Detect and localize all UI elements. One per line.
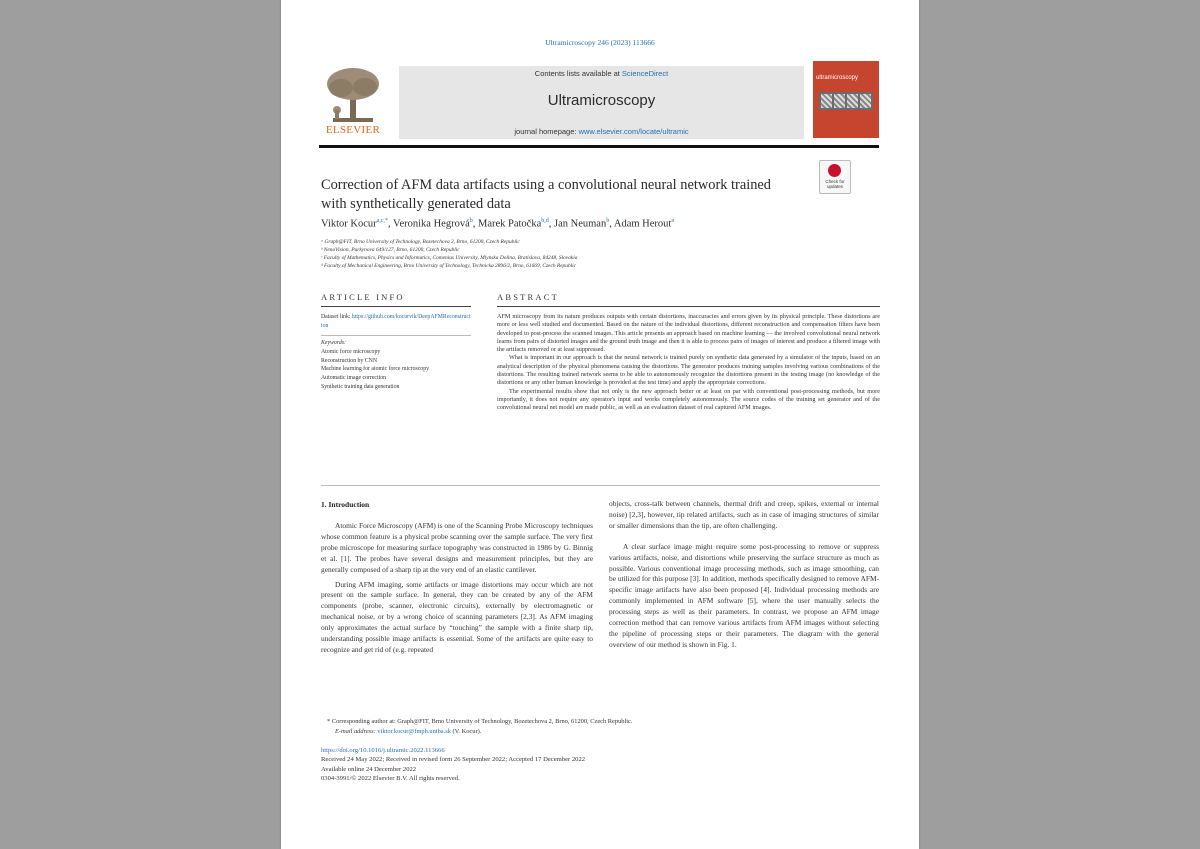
affiliation-a: ᵃ Graph@FIT, Brno University of Technology, Bozetechova 2, Brno, 61200, Czech Republic (321, 239, 520, 245)
publication-info (321, 746, 881, 784)
author-name: Adam Herout (613, 218, 672, 230)
affiliation-b: ᵇ NenoVision, Purkynova 649/127, Brno, 61200, Czech Republic (321, 247, 460, 253)
abstract-paragraph: What is important in our approach is that the neural network is trained purely on synthetic data generated by a simulator of the inputs, based on an analytical description of the physical phenomena causing the distortions. The generator produces training samples involving various combinations of the distortions. The resulting trained network seems to be able to autonomously recognize the distortions present in the testing image (no knowledge of the distortions or any other human knowledge is provided at the test time) and apply the appropriate corrections. (497, 354, 880, 387)
keywords-block (321, 339, 471, 392)
author-affiliation-marker[interactable]: b (606, 218, 610, 224)
abstract-bottom-rule (321, 485, 880, 486)
sciencedirect-link[interactable]: ScienceDirect (621, 69, 669, 78)
author-separator: , (472, 218, 478, 230)
pdf-page (281, 0, 919, 849)
article-title: Correction of AFM data artifacts using a convolutional neural network trained with synthetically generated data (321, 177, 771, 212)
contents-prefix: Contents lists available at (534, 69, 620, 78)
author-affiliation-marker[interactable]: b (469, 218, 473, 224)
author-affiliation-marker[interactable]: a,c,* (376, 218, 388, 224)
introduction-heading: 1. Introduction (321, 500, 370, 509)
intro-left-column (321, 521, 593, 660)
elsevier-wordmark: ELSEVIER (325, 124, 381, 136)
received-dates: Received 24 May 2022; Received in revised form 26 September 2022; Accepted 17 December 2022 (321, 756, 586, 764)
keyword-item: Atomic force microscopy (321, 348, 381, 355)
keyword-item: Machine learning for atomic force microscopy (321, 366, 430, 373)
cover-title: ultramicroscopy (816, 75, 859, 81)
author-name: Jan Neuman (554, 218, 607, 230)
journal-name: Ultramicroscopy (547, 92, 656, 109)
journal-reference[interactable]: Ultramicroscopy 246 (2023) 113666 (545, 38, 655, 47)
author-separator: , (609, 218, 614, 230)
abstract-rule (497, 306, 880, 307)
author-affiliation-marker[interactable]: b,d (541, 218, 549, 224)
abstract-body (497, 313, 880, 413)
header-divider (319, 145, 879, 148)
keyword-item: Synthetic training data generation (321, 383, 400, 390)
check-updates-label: Check for updates (825, 179, 845, 189)
corresponding-author-footnote (321, 717, 881, 737)
dataset-label: Dataset link: (321, 314, 351, 320)
info-separator (321, 335, 471, 336)
article-info-rule (321, 306, 471, 307)
author-name: Viktor Kocur (321, 218, 377, 230)
affiliation-c: ᶜ Faculty of Mathematics, Physics and Informatics, Comenius University, Mlynska Dolina, Bratislava, 84248, Slovakia (321, 255, 578, 261)
intro-paragraph: A clear surface image might require some post-processing to remove or suppress various artifacts, noise, and distortions while preserving the surface structure as much as possible. Various conventional image processing methods, such as image smoothing, can be utilized for this purpose [3]. In addition, methods specifically designed to remove AFM-specific image artifacts have also been proposed [4]. Individual processing methods are commonly implemented in AFM software [5], where the user manually selects the processing steps as well as their parameters. In contrast, we propose an AFM image correction method that can remove various artifacts from AFM images without selecting the pipeline of processing steps or their parameters. The diagram with the general overview of our method is shown in Fig. 1. (609, 541, 879, 649)
dataset-url[interactable]: https://github.com/kocurvik/DeepAFMReconstruction (321, 314, 471, 329)
author-separator: , (548, 218, 555, 230)
journal-cover-image[interactable] (813, 61, 879, 138)
abstract-paragraph: The experimental results show that not only is the new approach better or at least on par with conventional post-processing methods, but more importantly, it does not require any operator's input and works completely autonomously. The source codes of the training set generator and of the convolutional neural net model are made public, as well as an evaluation dataset of real captured AFM images. (497, 387, 880, 412)
author-name: Veronika Hegrová (393, 218, 470, 230)
abstract-paragraph: AFM microscopy from its nature produces outputs with certain distortions, inaccuracies and errors given by its physical principle. These distortions are more or less well studied and documented. Based on the nature of the individual distortions, different reconstruction and compensation filters have been developed to post-process the scanned images. This article presents an approach based on machine learning — the involved convolutional neural network learns from pairs of distorted images and the ground truth image and then it is able to process pairs of images of interest and produce a filtered image with the artifacts removed or at least suppressed. (497, 313, 880, 354)
affiliation-d: ᵈ Faculty of Mechanical Engineering, Brno University of Technology, Technicka 2896/2, Brno, 61669, Czech Republic (321, 263, 577, 269)
abstract-heading: ABSTRACT (497, 292, 559, 302)
keyword-item: Automatic image correction (321, 375, 387, 382)
intro-paragraph: Atomic Force Microscopy (AFM) is one of the Scanning Probe Microscopy techniques whose common feature is a physical probe scanning over the sample surface. The very first probe microscope for measuring surface topography was constructed in 1986 by G. Binnig et al. [1]. The probes have several designs and measurement principles, but they are generally composed of a sharp tip at the very end of an elastic cantilever. (321, 521, 594, 574)
copyright: 0304-3991/© 2022 Elsevier B.V. All rights reserved. (321, 775, 460, 783)
doi-link[interactable]: https://doi.org/10.1016/j.ultramic.2022.113666 (321, 747, 445, 754)
homepage-line (399, 127, 804, 136)
email-label: E-mail address: (335, 728, 376, 735)
dataset-link-block (321, 313, 471, 331)
author-name: Marek Patočka (477, 218, 542, 230)
homepage-link[interactable]: www.elsevier.com/locate/ultramic (578, 127, 689, 136)
check-updates-icon (828, 164, 841, 177)
author-email-link[interactable]: viktor.kocur@fmph.uniba.sk (377, 728, 451, 735)
intro-right-column (609, 499, 879, 655)
homepage-prefix: journal homepage: (514, 127, 577, 136)
keyword-item: Reconstruction by CNN (321, 357, 378, 364)
intro-paragraph: During AFM imaging, some artifacts or image distortions may occur which are not present on the sample surface. In general, they can be created by any of the AFM components (probe, scanner, electronic circuits), externally by electromagnetic or mechanical noise, or by a wrong choice of scanning parameters [2,3]. As AFM imaging only approximates the actual surface by “touching” the sample with a finite sharp tip, understanding possible image artifacts is essential. Some of the artifacts are quite easy to recognize and get rid of (e.g. repeated (321, 579, 593, 654)
email-suffix: (V. Kocur). (452, 728, 482, 735)
check-for-updates-badge[interactable] (819, 160, 851, 194)
author-list (321, 218, 881, 230)
contents-line (399, 69, 804, 78)
footnote-text: Corresponding author at: Graph@FIT, Brno University of Technology, Bozetechova 2, Brno, 61200, Czech Republic. (331, 718, 633, 725)
article-info-heading: ARTICLE INFO (321, 292, 405, 302)
author-separator: , (387, 218, 394, 230)
cover-graphic (819, 92, 873, 110)
keywords-label: Keywords: (321, 340, 346, 346)
footnote-marker: * (327, 718, 331, 725)
available-online: Available online 24 December 2022 (321, 765, 417, 773)
author-affiliation-marker[interactable]: a (671, 218, 675, 224)
intro-paragraph: objects, cross-talk between channels, thermal drift and creep, spikes, external or internal noise) [2,3], however, tip related artifacts, such as in case of imaging structures of similar or smaller dimensions than the tip, are often challenging. (609, 499, 879, 530)
